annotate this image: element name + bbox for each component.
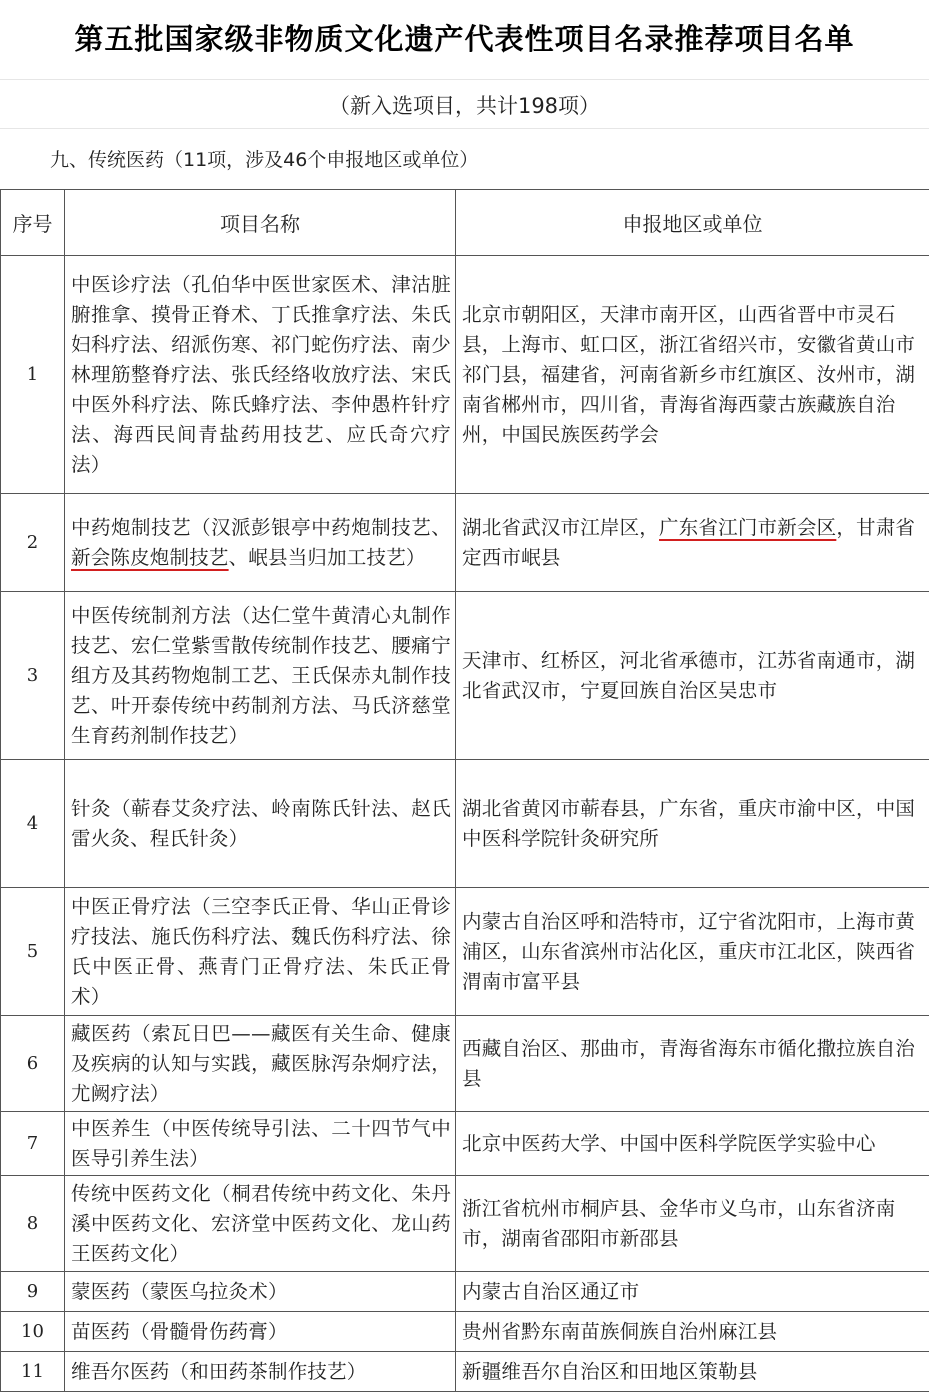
region-cell: 内蒙古自治区通辽市	[456, 1272, 929, 1312]
table-row	[1, 1272, 929, 1312]
table-row	[1, 1352, 929, 1392]
region-cell: 北京中医药大学、中国中医科学院医学实验中心	[456, 1112, 929, 1176]
project-name: 中医诊疗法（孔伯华中医世家医术、津沽脏腑推拿、摸骨正脊术、丁氏推拿疗法、朱氏妇科疗法、绍派伤寒、祁门蛇伤疗法、南少林理筋整脊疗法、张氏经络收放疗法、宋氏中医外科疗法、陈氏蜂疗法、李仲愚杵针疗法、海西民间青盐药用技艺、应氏奇穴疗法）	[65, 256, 456, 494]
region-cell: 内蒙古自治区呼和浩特市，辽宁省沈阳市，上海市黄浦区，山东省滨州市沾化区，重庆市江北区，陕西省渭南市富平县	[456, 888, 929, 1016]
project-name: 苗医药（骨髓骨伤药膏）	[65, 1312, 456, 1352]
project-name	[65, 494, 456, 592]
table-row	[1, 592, 929, 760]
region-cell: 西藏自治区、那曲市，青海省海东市循化撒拉族自治县	[456, 1016, 929, 1112]
region-part: 湖北省武汉市江岸区，	[462, 515, 660, 539]
project-name: 传统中医药文化（桐君传统中药文化、朱丹溪中医药文化、宏济堂中医药文化、龙山药王医药文化）	[65, 1176, 456, 1272]
row-number: 6	[1, 1016, 65, 1112]
project-name: 中医养生（中医传统导引法、二十四节气中医导引养生法）	[65, 1112, 456, 1176]
project-name: 藏医药（索瓦日巴——藏医有关生命、健康及疾病的认知与实践，藏医脉泻杂炯疗法，尤阙疗法）	[65, 1016, 456, 1112]
region-cell: 天津市、红桥区，河北省承德市，江苏省南通市，湖北省武汉市，宁夏回族自治区吴忠市	[456, 592, 929, 760]
table-row	[1, 888, 929, 1016]
region-cell: 湖北省黄冈市蕲春县，广东省，重庆市渝中区，中国中医科学院针灸研究所	[456, 760, 929, 888]
highlighted-project-name: 新会陈皮炮制技艺	[71, 545, 229, 569]
table-row	[1, 1176, 929, 1272]
project-name: 中医传统制剂方法（达仁堂牛黄清心丸制作技艺、宏仁堂紫雪散传统制作技艺、腰痛宁组方及其药物炮制工艺、王氏保赤丸制作技艺、叶开泰传统中药制剂方法、马氏济慈堂生育药剂制作技艺）	[65, 592, 456, 760]
row-number: 2	[1, 494, 65, 592]
document-subtitle: （新入选项目，共计198项）	[0, 80, 929, 129]
region-part: ，甘肃省定西市岷县	[462, 515, 916, 569]
region-cell: 浙江省杭州市桐庐县、金华市义乌市，山东省济南市，湖南省邵阳市新邵县	[456, 1176, 929, 1272]
highlighted-region: 广东省江门市新会区	[659, 515, 837, 539]
header-number: 序号	[1, 190, 65, 256]
table-row	[1, 1312, 929, 1352]
table-row	[1, 256, 929, 494]
region-cell	[456, 494, 929, 592]
row-number: 9	[1, 1272, 65, 1312]
table-row	[1, 494, 929, 592]
region-cell: 新疆维吾尔自治区和田地区策勒县	[456, 1352, 929, 1392]
header-region: 申报地区或单位	[456, 190, 929, 256]
table-row	[1, 760, 929, 888]
row-number: 7	[1, 1112, 65, 1176]
project-name-part: 中药炮制技艺（汉派彭银亭中药炮制技艺、	[71, 515, 451, 539]
row-number: 4	[1, 760, 65, 888]
project-name: 维吾尔医药（和田药茶制作技艺）	[65, 1352, 456, 1392]
project-name: 针灸（蕲春艾灸疗法、岭南陈氏针法、赵氏雷火灸、程氏针灸）	[65, 760, 456, 888]
table-row	[1, 1112, 929, 1176]
table-row	[1, 1016, 929, 1112]
row-number: 3	[1, 592, 65, 760]
row-number: 8	[1, 1176, 65, 1272]
project-name: 中医正骨疗法（三空李氏正骨、华山正骨诊疗技法、施氏伤科疗法、魏氏伤科疗法、徐氏中医正骨、燕青门正骨疗法、朱氏正骨术）	[65, 888, 456, 1016]
region-cell: 贵州省黔东南苗族侗族自治州麻江县	[456, 1312, 929, 1352]
row-number: 11	[1, 1352, 65, 1392]
region-cell: 北京市朝阳区，天津市南开区，山西省晋中市灵石县，上海市、虹口区，浙江省绍兴市，安徽省黄山市祁门县，福建省，河南省新乡市红旗区、汝州市，湖南省郴州市，四川省，青海省海西蒙古族藏族自治州，中国民族医药学会	[456, 256, 929, 494]
header-project-name: 项目名称	[65, 190, 456, 256]
document-title: 第五批国家级非物质文化遗产代表性项目名录推荐项目名单	[0, 0, 929, 80]
row-number: 10	[1, 1312, 65, 1352]
project-table	[0, 189, 929, 1392]
row-number: 5	[1, 888, 65, 1016]
table-header-row	[1, 190, 929, 256]
project-name-part: 、岷县当归加工技艺）	[228, 545, 426, 569]
project-name: 蒙医药（蒙医乌拉灸术）	[65, 1272, 456, 1312]
section-heading: 九、传统医药（11项，涉及46个申报地区或单位）	[50, 149, 479, 171]
row-number: 1	[1, 256, 65, 494]
